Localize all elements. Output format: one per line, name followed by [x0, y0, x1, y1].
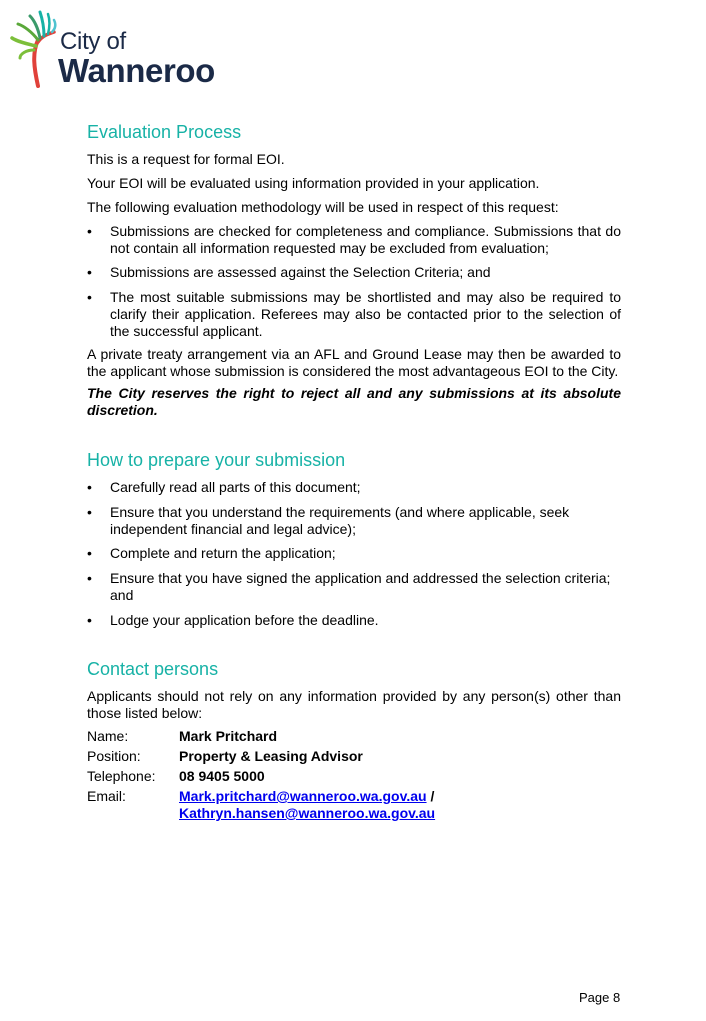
evaluation-list-item — [87, 223, 621, 257]
position-label: Position: — [87, 748, 141, 764]
page-number: Page 8 — [579, 990, 621, 1005]
email-link-kathryn-hansen[interactable]: Kathryn.hansen@wanneroo.wa.gov.au — [179, 805, 436, 821]
list-item-text: Carefully read all parts of this document; — [110, 479, 361, 495]
evaluation-paragraph-1: This is a request for formal EOI. — [87, 151, 285, 167]
list-item-text: Submissions are assessed against the Selection Criteria; and — [110, 264, 491, 280]
prepare-list-item — [87, 504, 577, 538]
heading-evaluation-process: Evaluation Process — [87, 122, 242, 142]
evaluation-list-item — [87, 264, 621, 281]
bullet-icon: • — [87, 479, 92, 495]
prepare-list-item — [87, 612, 621, 629]
bullet-icon: • — [87, 612, 92, 628]
evaluation-list-item — [87, 289, 621, 340]
evaluation-paragraph-4: A private treaty arrangement via an AFL and Ground Lease may then be awarded to the applicant whose submission is considered the most advantageous EOI to the City. — [87, 346, 621, 379]
contact-position-row — [87, 748, 363, 765]
telephone-value: 08 9405 5000 — [179, 768, 265, 784]
bullet-icon: • — [87, 223, 92, 239]
prepare-list-item — [87, 570, 621, 604]
contact-telephone-row — [87, 768, 265, 785]
prepare-list-item — [87, 545, 621, 562]
evaluation-paragraph-3: The following evaluation methodology will be used in respect of this request: — [87, 199, 559, 215]
email-values — [179, 788, 435, 822]
telephone-label: Telephone: — [87, 768, 156, 784]
evaluation-disclaimer: The City reserves the right to reject all and any submissions at its absolute discretion. — [87, 385, 621, 418]
evaluation-paragraph-2: Your EOI will be evaluated using information provided in your application. — [87, 175, 540, 191]
list-item-text: Ensure that you understand the requirements (and where applicable, seek independent financial and legal advice); — [110, 504, 570, 537]
logo-wanneroo: Wanneroo — [58, 52, 215, 89]
email-label: Email: — [87, 788, 126, 804]
name-value: Mark Pritchard — [179, 728, 278, 744]
contact-email-row — [87, 788, 435, 822]
list-item-text: The most suitable submissions may be shortlisted and may also be required to clarify their application. Referees may also be contacted prior to the selection of the successful applicant. — [110, 289, 621, 339]
heading-contact-persons: Contact persons — [87, 659, 219, 679]
list-item-text: Ensure that you have signed the application and addressed the selection criteria; and — [110, 570, 611, 603]
bullet-icon: • — [87, 504, 92, 520]
email-link-mark-pritchard[interactable]: Mark.pritchard@wanneroo.wa.gov.au — [179, 788, 427, 804]
prepare-list-item — [87, 479, 621, 496]
city-of-wanneroo-logo — [8, 8, 228, 88]
bullet-icon: • — [87, 289, 92, 305]
position-value: Property & Leasing Advisor — [179, 748, 363, 764]
email-separator: / — [426, 788, 435, 804]
bullet-icon: • — [87, 570, 92, 586]
list-item-text: Submissions are checked for completeness and compliance. Submissions that do not contain all information requested may be excluded from evaluation; — [110, 223, 621, 256]
heading-how-to-prepare: How to prepare your submission — [87, 450, 346, 470]
bullet-icon: • — [87, 264, 92, 280]
bullet-icon: • — [87, 545, 92, 561]
contact-intro: Applicants should not rely on any information provided by any person(s) other than those listed below: — [87, 688, 621, 721]
contact-name-row — [87, 728, 277, 745]
list-item-text: Complete and return the application; — [110, 545, 336, 561]
name-label: Name: — [87, 728, 129, 744]
list-item-text: Lodge your application before the deadline. — [110, 612, 379, 628]
kangaroo-paw-icon — [8, 8, 64, 88]
logo-city-of: City of — [60, 28, 126, 55]
